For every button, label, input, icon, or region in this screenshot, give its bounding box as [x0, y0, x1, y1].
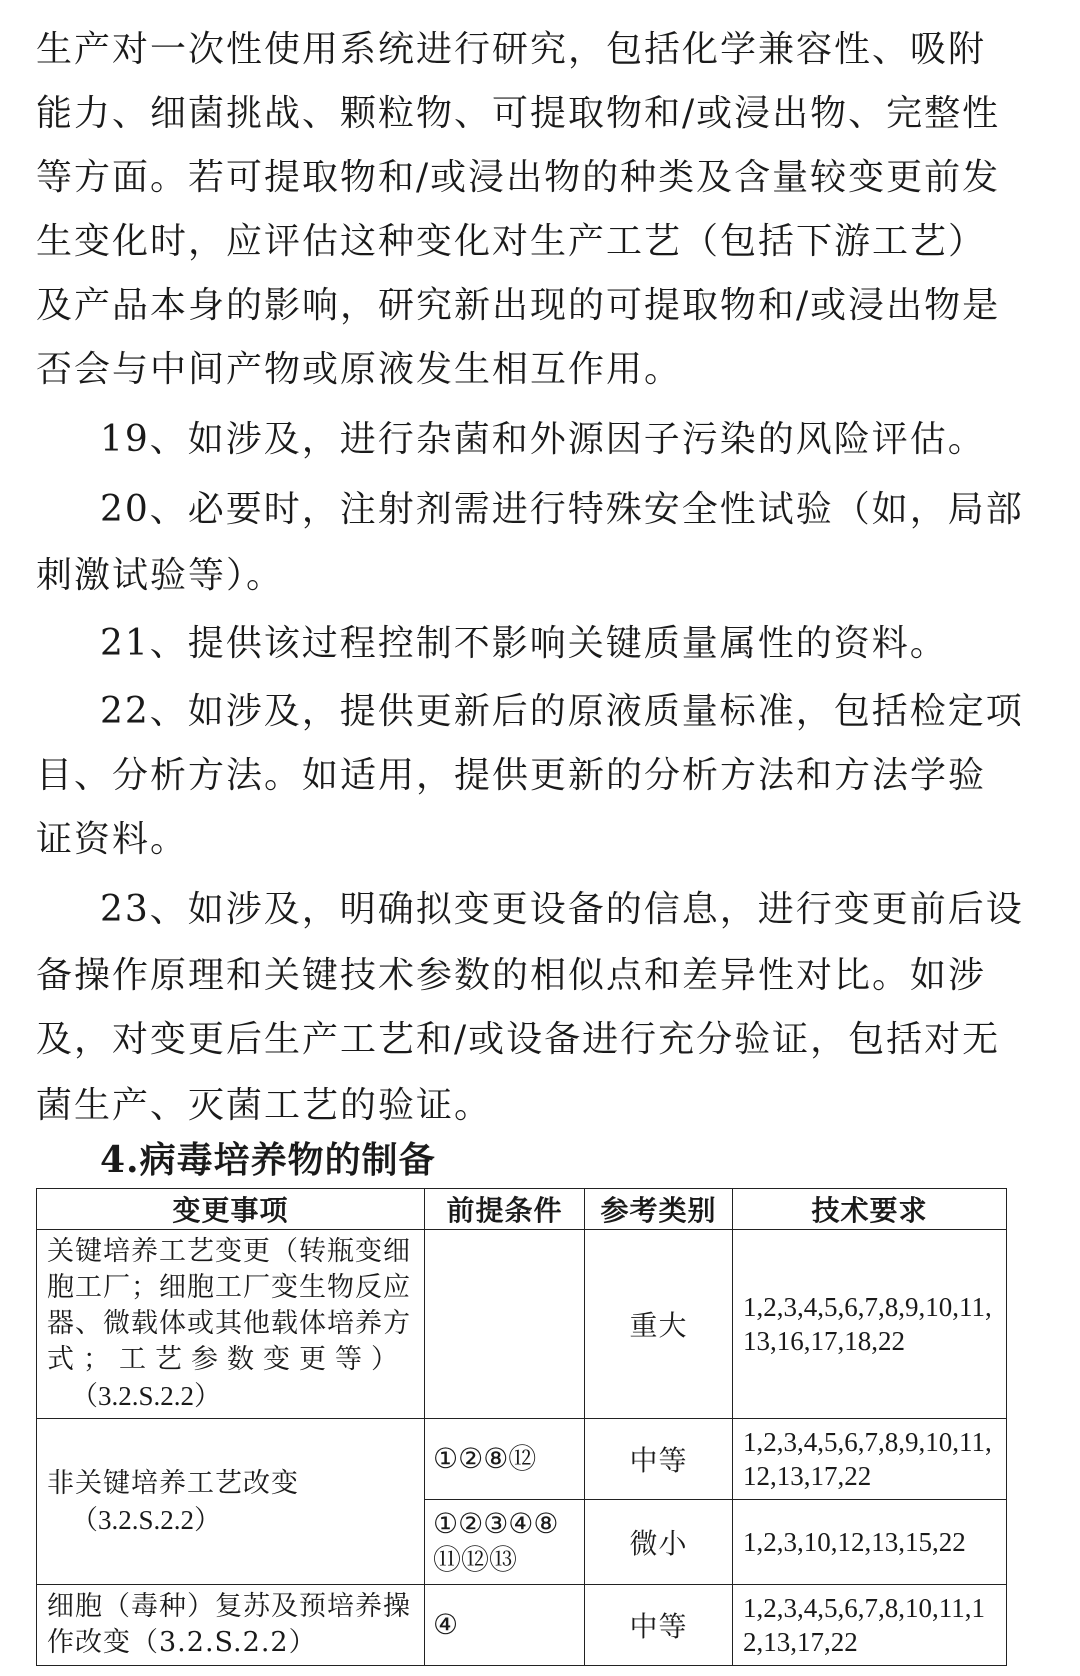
paragraph-line: 及产品本身的影响，研究新出现的可提取物和/或浸出物是 — [36, 285, 1001, 326]
table-header-row — [37, 1189, 1007, 1230]
paragraph-line: 刺激试验等）。 — [36, 555, 285, 596]
table-row — [37, 1585, 1007, 1666]
precondition-cell: ①②⑧⑫ — [425, 1419, 585, 1500]
item-19-line: 19、如涉及，进行杂菌和外源因子污染的风险评估。 — [100, 419, 986, 460]
change-item-code: （3.2.S.2.2） — [71, 1504, 222, 1535]
paragraph-line: 目、分析方法。如适用，提供更新的分析方法和方法学验 — [36, 755, 987, 796]
change-item-text: 细胞（毒种）复苏及预培养操 — [47, 1591, 411, 1622]
paragraph-line: 否会与中间产物或原液发生相互作用。 — [36, 349, 683, 390]
technical-requirements-cell: 1,2,3,4,5,6,7,8,9,10,11,12,13,17,22 — [733, 1419, 1007, 1500]
item-23-line: 23、如涉及，明确拟变更设备的信息，进行变更前后设 — [100, 889, 1024, 930]
item-21-line: 21、提供该过程控制不影响关键质量属性的资料。 — [100, 623, 948, 664]
table-row — [37, 1230, 1007, 1419]
category-cell: 微小 — [585, 1500, 733, 1585]
header-technical-requirements: 技术要求 — [733, 1189, 1007, 1230]
technical-requirements-cell: 1,2,3,4,5,6,7,8,9,10,11,13,16,17,18,22 — [733, 1230, 1007, 1419]
section-title: 4.病毒培养物的制备 — [100, 1139, 436, 1181]
change-item-text: 关键培养工艺变更（转瓶变细 — [47, 1236, 411, 1267]
header-precondition: 前提条件 — [425, 1189, 585, 1230]
change-item-cell — [37, 1419, 425, 1585]
table-row — [37, 1419, 1007, 1500]
category-cell: 重大 — [585, 1230, 733, 1419]
header-change-item: 变更事项 — [37, 1189, 425, 1230]
item-20-line: 20、必要时，注射剂需进行特殊安全性试验（如，局部 — [100, 489, 1024, 530]
paragraph-line: 生变化时，应评估这种变化对生产工艺（包括下游工艺） — [36, 221, 987, 262]
paragraph-line: 备操作原理和关键技术参数的相似点和差异性对比。如涉 — [36, 955, 987, 996]
precondition-cell — [425, 1230, 585, 1419]
paragraph-line: 生产对一次性使用系统进行研究，包括化学兼容性、吸附 — [36, 29, 987, 70]
change-item-text: 作改变（3.2.S.2.2） — [47, 1627, 317, 1658]
paragraph-line: 等方面。若可提取物和/或浸出物的种类及含量较变更前发 — [36, 157, 1001, 198]
paragraph-line: 及，对变更后生产工艺和/或设备进行充分验证，包括对无 — [36, 1019, 1001, 1060]
precondition-cell: ④ — [425, 1585, 585, 1666]
change-item-code: （3.2.S.2.2） — [71, 1381, 222, 1411]
paragraph-line: 菌生产、灭菌工艺的验证。 — [36, 1085, 493, 1126]
change-item-text: 非关键培养工艺改变 — [47, 1467, 299, 1499]
item-22-line: 22、如涉及，提供更新后的原液质量标准，包括检定项 — [100, 691, 1024, 732]
change-item-text: 式；工艺参数变更等） — [47, 1344, 407, 1375]
change-requirements-table — [36, 1188, 1007, 1666]
paragraph-line: 能力、细菌挑战、颗粒物、可提取物和/或浸出物、完整性 — [36, 93, 1001, 134]
change-item-text: 胞工厂；细胞工厂变生物反应 — [47, 1272, 411, 1303]
change-item-cell — [37, 1585, 425, 1666]
technical-requirements-cell: 1,2,3,4,5,6,7,8,10,11,12,13,17,22 — [733, 1585, 1007, 1666]
technical-requirements-cell: 1,2,3,10,12,13,15,22 — [733, 1500, 1007, 1585]
change-item-text: 器、微载体或其他载体培养方 — [47, 1308, 411, 1339]
paragraph-line: 证资料。 — [36, 819, 189, 860]
header-category: 参考类别 — [585, 1189, 733, 1230]
category-cell: 中等 — [585, 1585, 733, 1666]
change-item-cell — [37, 1230, 425, 1419]
category-cell: 中等 — [585, 1419, 733, 1500]
precondition-cell: ①②③④⑧⑪⑫⑬ — [425, 1500, 585, 1585]
